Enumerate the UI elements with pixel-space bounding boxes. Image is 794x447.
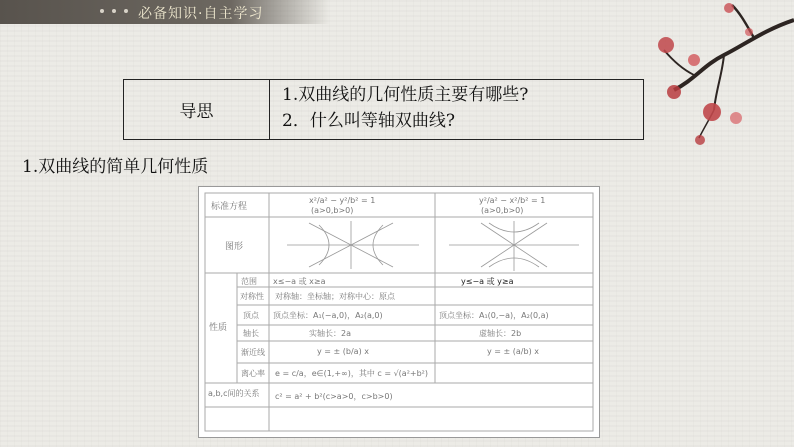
guide-questions: [270, 80, 643, 139]
eccentricity-value: e = c/a，e∈(1,+∞)，其中 c = √(a²+b²): [275, 369, 429, 378]
guide-question-1: 1.双曲线的几何性质主要有哪些?: [282, 85, 529, 105]
range-2: y≤−a 或 y≥a: [461, 277, 514, 286]
row-label-relation: a,b,c间的关系: [208, 389, 260, 398]
guide-question-2: 2．什么叫等轴双曲线?: [282, 111, 455, 131]
hyperbola-figure-vertical: [449, 221, 579, 271]
row-label-asymptote: 渐近线: [241, 348, 265, 357]
dot-decoration: [112, 9, 116, 13]
asymptote-2: y = ± (a/b) x: [487, 347, 539, 356]
row-label-eccentricity: 离心率: [241, 369, 265, 378]
dot-decoration: [124, 9, 128, 13]
equation-1: x²/a² − y²/b² = 1: [309, 196, 376, 205]
guide-table: [123, 79, 644, 140]
asymptote-1: y = ± (b/a) x: [317, 347, 369, 356]
row-label-property-group: 性质: [209, 323, 228, 333]
range-1: x≤−a 或 x≥a: [273, 277, 326, 286]
dot-decoration: [100, 9, 104, 13]
axis-length-2: 虚轴长：2b: [479, 329, 522, 338]
equation-2-condition: (a>0,b>0): [481, 206, 524, 215]
row-label-symmetry: 对称性: [240, 292, 264, 301]
header-bar: [0, 0, 330, 24]
relation-value: c² = a² + b²(c>a>0，c>b>0): [275, 392, 393, 401]
row-label-standard: 标准方程: [211, 202, 248, 212]
axis-length-1: 实轴长：2a: [309, 329, 351, 338]
symmetry-value: 对称轴：坐标轴；对称中心：原点: [275, 292, 395, 301]
vertex-1: 顶点坐标：A₁(−a,0)，A₂(a,0): [273, 311, 383, 320]
row-label-figure: 图形: [225, 242, 244, 252]
row-label-axis-length: 轴长: [243, 329, 259, 338]
row-label-vertex: 顶点: [243, 311, 259, 320]
equation-2: y²/a² − x²/b² = 1: [479, 196, 546, 205]
hyperbola-figure-horizontal: [287, 221, 419, 269]
hyperbola-properties-table: [198, 186, 600, 438]
header-title: 必备知识·自主学习: [138, 6, 264, 22]
section-title: 1.双曲线的简单几何性质: [22, 157, 209, 177]
vertex-2: 顶点坐标：A₁(0,−a)，A₂(0,a): [439, 311, 549, 320]
guide-label: 导思: [124, 80, 270, 139]
row-label-range: 范围: [241, 277, 257, 286]
equation-1-condition: (a>0,b>0): [311, 206, 354, 215]
